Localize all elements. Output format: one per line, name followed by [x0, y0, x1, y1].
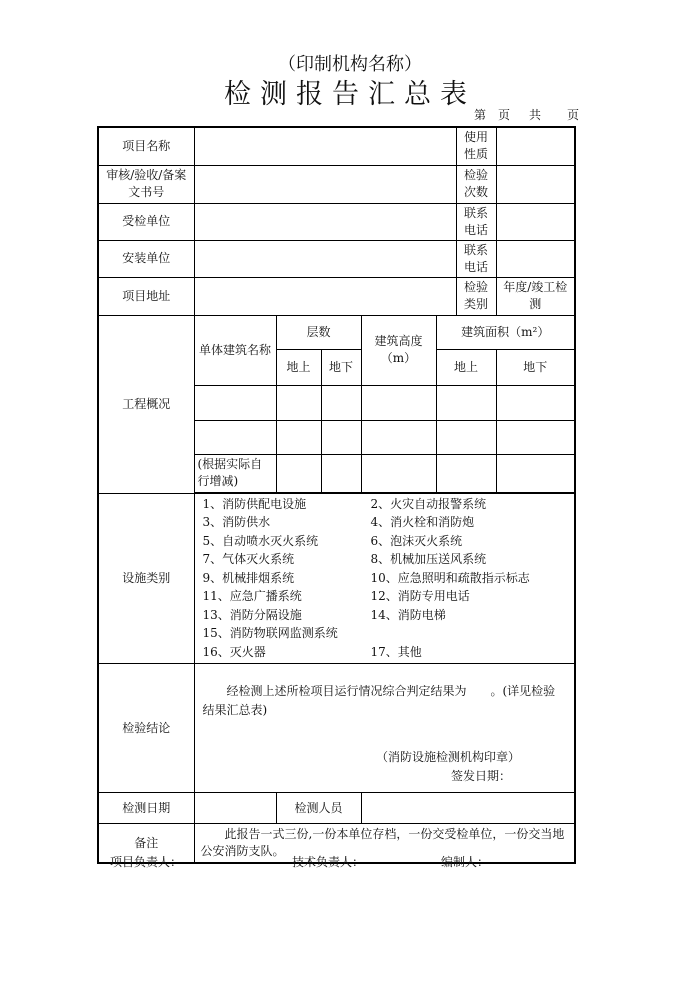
field-approval-no[interactable] [194, 165, 456, 203]
field-phone-1[interactable] [496, 203, 575, 240]
row-test-date [98, 793, 575, 824]
facility-item: 5、自动喷水灭火系统 [202, 533, 319, 548]
row-client [98, 203, 575, 240]
field-client-unit[interactable] [194, 203, 456, 240]
field-building-name-1[interactable] [194, 385, 276, 420]
field-inspect-count[interactable] [496, 165, 575, 203]
facility-item: 11、应急广播系统 [202, 589, 302, 603]
label-area-above: 地上 [436, 349, 496, 385]
label-install-unit: 安装单位 [98, 240, 194, 277]
label-conclusion: 检验结论 [98, 664, 194, 793]
field-area-below-2[interactable] [496, 420, 575, 454]
facility-item: 13、消防分隔设施 [202, 607, 302, 622]
facility-list [195, 494, 575, 664]
facility-item: 14、消防电梯 [370, 607, 446, 622]
value-inspect-type: 年度/竣工检测 [496, 277, 575, 315]
seal-text: （消防设施检测机构印章） [376, 750, 521, 764]
field-floors-below-2[interactable] [321, 420, 361, 454]
field-area-above-1[interactable] [436, 385, 496, 420]
issue-date-label: 签发日期： [451, 769, 512, 783]
facility-list-cell [194, 493, 575, 664]
facility-item: 6、泡沫灭火系统 [370, 533, 463, 548]
label-building-height: 建筑高度（m） [361, 315, 436, 385]
field-building-name-2[interactable] [194, 420, 276, 454]
conclusion-text: 经检测上述所检项目运行情况综合判定结果为 。(详见检验结果汇总表) [202, 684, 556, 717]
label-project-name: 项目名称 [98, 127, 194, 165]
label-phone-1: 联系电话 [456, 203, 496, 240]
row-address [98, 277, 575, 315]
facility-item: 1、消防供配电设施 [202, 496, 307, 511]
label-building-area: 建筑面积（m²） [436, 315, 575, 349]
facility-item: 15、消防物联网监测系统 [202, 626, 338, 640]
editor-label: 编制人： [441, 855, 490, 869]
row-approval [98, 165, 575, 203]
field-area-above-2[interactable] [436, 420, 496, 454]
field-use-nature[interactable] [496, 127, 575, 165]
page-gong: 共 [529, 108, 542, 122]
facility-item: 8、机械加压送风系统 [370, 552, 487, 566]
field-area-above-3[interactable] [436, 454, 496, 492]
facility-item: 7、气体灭火系统 [202, 552, 295, 566]
field-height-2[interactable] [361, 420, 436, 454]
label-remark: 备注 [98, 824, 194, 864]
report-table [97, 126, 576, 864]
facility-item: 9、机械排烟系统 [202, 570, 295, 585]
label-floors: 层数 [276, 315, 361, 349]
label-project-overview: 工程概况 [98, 315, 194, 493]
facility-item: 17、其他 [370, 644, 422, 659]
facility-item: 2、火灾自动报警系统 [370, 496, 487, 511]
label-use-nature: 使用性质 [456, 127, 496, 165]
row-install [98, 240, 575, 277]
tech-lead-label: 技术负责人： [292, 855, 365, 869]
field-install-unit[interactable] [194, 240, 456, 277]
conclusion-cell [194, 664, 575, 793]
label-tester: 检测人员 [276, 793, 361, 824]
page-ye-2: 页 [567, 108, 580, 122]
field-floors-above-1[interactable] [276, 385, 321, 420]
field-project-address[interactable] [194, 277, 456, 315]
page-title: 检测报告汇总表 [224, 79, 476, 110]
org-name: （印制机构名称） [278, 54, 422, 75]
label-above-ground: 地上 [276, 349, 321, 385]
field-height-3[interactable] [361, 454, 436, 492]
facility-item: 4、消火栓和消防炮 [370, 515, 475, 529]
label-approval-no: 审核/验收/备案文书号 [98, 165, 194, 203]
row-conclusion [98, 664, 575, 793]
field-floors-above-2[interactable] [276, 420, 321, 454]
row-overview-head-1 [98, 315, 575, 349]
field-project-name[interactable] [194, 127, 456, 165]
field-phone-2[interactable] [496, 240, 575, 277]
label-test-date: 检测日期 [98, 793, 194, 824]
label-below-ground: 地下 [321, 349, 361, 385]
facility-item: 12、消防专用电话 [370, 589, 470, 603]
facility-item [371, 625, 571, 643]
facility-item: 10、应急照明和疏散指示标志 [370, 570, 530, 585]
label-phone-2: 联系电话 [456, 240, 496, 277]
label-project-address: 项目地址 [98, 277, 194, 315]
label-facility-type: 设施类别 [98, 493, 194, 664]
field-area-below-3[interactable] [496, 454, 575, 492]
field-area-below-1[interactable] [496, 385, 575, 420]
label-area-below: 地下 [496, 349, 575, 385]
label-building-name: 单体建筑名称 [194, 315, 276, 385]
facility-item: 16、灭火器 [202, 644, 266, 659]
label-inspect-count: 检验次数 [456, 165, 496, 203]
label-client-unit: 受检单位 [98, 203, 194, 240]
row-facilities [98, 493, 575, 664]
field-height-1[interactable] [361, 385, 436, 420]
field-test-date[interactable] [194, 793, 276, 824]
field-floors-below-1[interactable] [321, 385, 361, 420]
project-lead-label: 项目负责人： [110, 855, 183, 869]
note-add-remove: (根据实际自行增减) [194, 454, 276, 492]
field-tester[interactable] [361, 793, 575, 824]
field-floors-below-3[interactable] [321, 454, 361, 492]
label-inspect-type: 检验类别 [456, 277, 496, 315]
facility-item: 3、消防供水 [202, 515, 271, 529]
remark-text: 此报告一式三份,一份本单位存档，一份交受检单位，一份交当地公安消防支队。 [194, 824, 575, 864]
row-project-name [98, 127, 575, 165]
page-ye-1: 页 [498, 108, 511, 122]
page-di: 第 [474, 108, 487, 122]
field-floors-above-3[interactable] [276, 454, 321, 492]
